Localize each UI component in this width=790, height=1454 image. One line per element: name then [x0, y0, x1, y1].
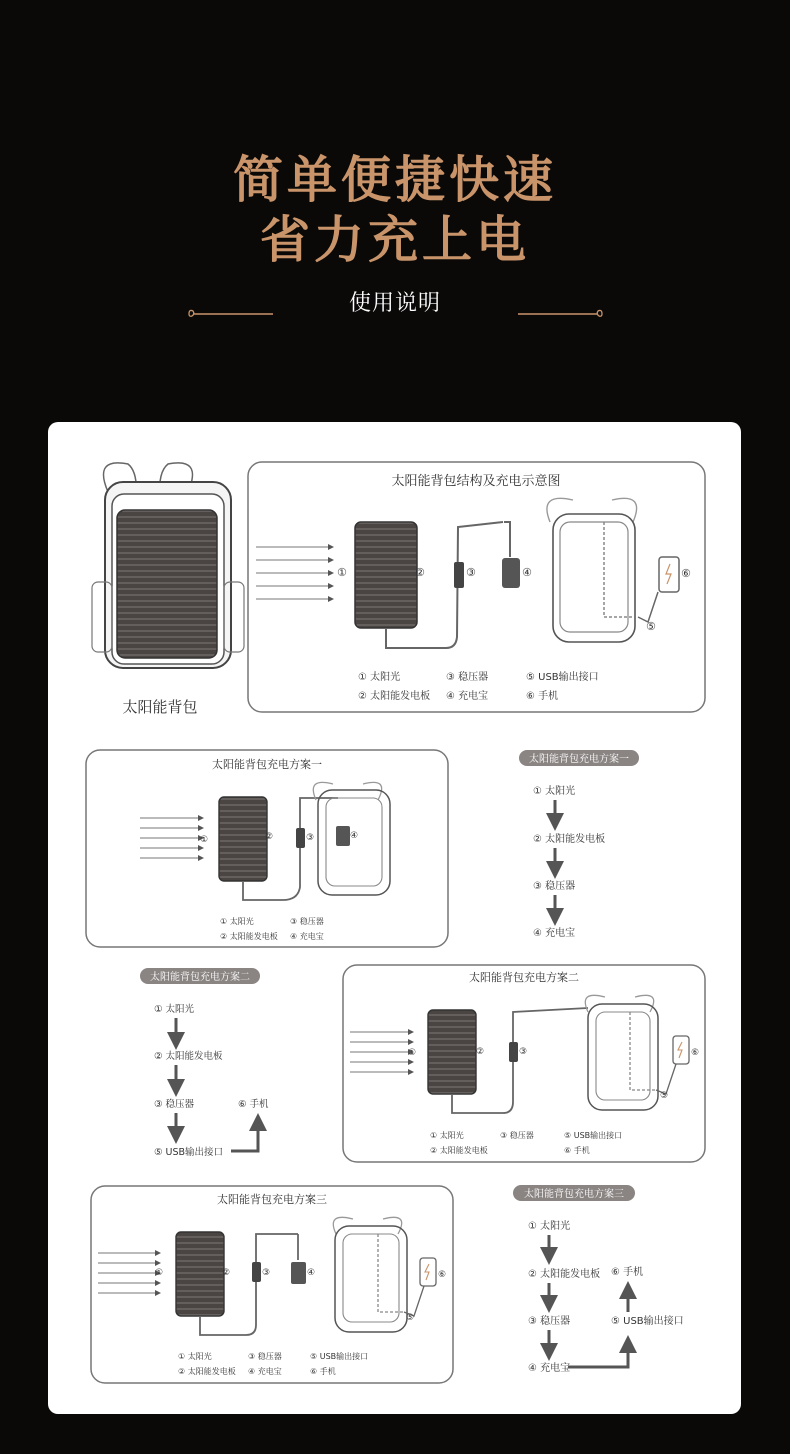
scheme1-power-bank: [336, 826, 350, 846]
svg-text:① 太阳光: ① 太阳光: [220, 917, 254, 926]
svg-text:⑥ 手机: ⑥ 手机: [526, 691, 559, 702]
scheme3-sunlight-arrows: [98, 1253, 160, 1293]
scheme3-solar-panel: [176, 1232, 224, 1316]
svg-text:③ 稳压器: ③ 稳压器: [500, 1131, 534, 1140]
main-regulator: [454, 562, 464, 588]
scheme1-marker-4: ④: [350, 831, 359, 841]
svg-text:⑥ 手机: ⑥ 手机: [310, 1367, 336, 1376]
scheme1-regulator: [296, 828, 305, 848]
svg-text:⑤ USB输出接口: ⑤ USB输出接口: [526, 672, 599, 683]
main-marker-3: ③: [466, 566, 476, 579]
scheme2-marker-1: ①: [408, 1048, 417, 1058]
flow-step: ③ 稳压器: [533, 881, 576, 892]
flow-step: ④ 充电宝: [533, 928, 576, 939]
backpack-illustration: [92, 463, 244, 668]
scheme1-flow: [533, 784, 605, 939]
main-solar-panel: [355, 522, 417, 628]
main-marker-1: ①: [337, 566, 347, 579]
main-diagram-title: 太阳能背包结构及充电示意图: [391, 474, 561, 489]
instructions-diagram: [48, 422, 741, 1414]
scheme1-marker-2: ②: [265, 832, 274, 842]
scheme2-badge-label: 太阳能背包充电方案二: [150, 972, 250, 983]
scheme2-marker-6: ⑥: [691, 1048, 700, 1058]
flow-step: ② 太阳能发电板: [154, 1051, 223, 1062]
scheme3-backpack: [333, 1217, 407, 1332]
flow-step: ③ 稳压器: [154, 1099, 195, 1110]
headline-line-1: 简单便捷快速: [233, 151, 557, 209]
scheme3-marker-6: ⑥: [438, 1270, 447, 1280]
main-marker-5: ⑤: [646, 620, 656, 633]
main-legend: [358, 670, 599, 702]
svg-text:④ 充电宝: ④ 充电宝: [290, 932, 324, 941]
scheme1-diagram-title: 太阳能背包充电方案一: [212, 758, 322, 771]
scheme1-sunlight-arrows: [140, 818, 203, 858]
svg-text:① 太阳光: ① 太阳光: [358, 672, 401, 683]
scheme2-legend: [430, 1130, 622, 1155]
lightning-icon: [678, 1042, 682, 1058]
main-sunlight-arrows: [256, 547, 333, 599]
section-subtitle: 使用说明: [348, 291, 441, 316]
scheme3-diagram-title: 太阳能背包充电方案三: [217, 1193, 327, 1206]
scheme3-marker-4: ④: [307, 1268, 316, 1278]
scheme3-regulator: [252, 1262, 261, 1282]
flow-step: ③ 稳压器: [528, 1316, 571, 1327]
ornament-left-icon: [185, 308, 275, 320]
scheme3-power-bank: [291, 1262, 306, 1284]
flow-step: ① 太阳光: [154, 1004, 195, 1015]
scheme1-legend: [220, 916, 324, 941]
scheme1-solar-panel: [219, 797, 267, 881]
lightning-icon: [666, 564, 671, 584]
scheme2-marker-5: ⑤: [660, 1091, 669, 1101]
flow-step: ① 太阳光: [528, 1221, 571, 1232]
svg-text:⑤ USB输出接口: ⑤ USB输出接口: [310, 1352, 369, 1361]
scheme3-marker-3: ③: [262, 1268, 271, 1278]
scheme2-solar-panel: [428, 1010, 476, 1094]
scheme1-marker-3: ③: [306, 833, 315, 843]
flow-step: ② 太阳能发电板: [528, 1269, 601, 1280]
main-marker-6: ⑥: [681, 567, 691, 580]
scheme3-marker-5: ⑤: [406, 1313, 415, 1323]
svg-text:③ 稳压器: ③ 稳压器: [290, 917, 324, 926]
scheme2-diagram-title: 太阳能背包充电方案二: [469, 971, 579, 984]
flow-step: ⑤ USB输出接口: [611, 1316, 684, 1327]
scheme3-legend: [178, 1351, 368, 1376]
flow-step: ⑥ 手机: [611, 1267, 644, 1278]
svg-text:② 太阳能发电板: ② 太阳能发电板: [430, 1146, 488, 1155]
svg-text:② 太阳能发电板: ② 太阳能发电板: [178, 1367, 236, 1376]
hero-section: [0, 0, 790, 420]
scheme2-sunlight-arrows: [350, 1032, 413, 1072]
scheme2-marker-2: ②: [476, 1047, 485, 1057]
main-marker-4: ④: [522, 566, 532, 579]
flow-step: ⑤ USB输出接口: [154, 1147, 224, 1158]
scheme3-marker-2: ②: [222, 1268, 231, 1278]
svg-text:① 太阳光: ① 太阳光: [430, 1131, 464, 1140]
svg-text:④ 充电宝: ④ 充电宝: [446, 691, 489, 702]
scheme1-marker-1: ①: [200, 835, 209, 845]
headline-line-2: 省力充上电: [260, 211, 530, 269]
lightning-icon: [425, 1264, 429, 1280]
main-backpack: [547, 498, 637, 642]
scheme3-marker-1: ①: [155, 1268, 164, 1278]
ornament-right-icon: [516, 308, 606, 320]
scheme1-badge-label: 太阳能背包充电方案一: [529, 754, 629, 765]
main-power-bank: [502, 558, 520, 588]
flow-step: ⑥ 手机: [238, 1099, 269, 1110]
svg-text:③ 稳压器: ③ 稳压器: [446, 672, 489, 683]
backpack-caption: 太阳能背包: [122, 698, 198, 716]
flow-step: ② 太阳能发电板: [533, 834, 606, 845]
instructions-panel: [48, 422, 741, 1414]
svg-text:⑤ USB输出接口: ⑤ USB输出接口: [564, 1131, 623, 1140]
svg-text:③ 稳压器: ③ 稳压器: [248, 1352, 282, 1361]
svg-text:⑥ 手机: ⑥ 手机: [564, 1146, 590, 1155]
svg-text:④ 充电宝: ④ 充电宝: [248, 1367, 282, 1376]
scheme3-badge-label: 太阳能背包充电方案三: [524, 1189, 624, 1200]
scheme2-flow: [154, 1003, 269, 1158]
main-marker-2: ②: [415, 566, 425, 579]
scheme2-regulator: [509, 1042, 518, 1062]
svg-text:① 太阳光: ① 太阳光: [178, 1352, 212, 1361]
flow-step: ① 太阳光: [533, 786, 576, 797]
svg-text:② 太阳能发电板: ② 太阳能发电板: [358, 691, 431, 702]
scheme2-marker-3: ③: [519, 1047, 528, 1057]
flow-step: ④ 充电宝: [528, 1363, 571, 1374]
scheme3-flow: [528, 1219, 684, 1374]
scheme2-backpack: [585, 995, 658, 1110]
svg-text:② 太阳能发电板: ② 太阳能发电板: [220, 932, 278, 941]
